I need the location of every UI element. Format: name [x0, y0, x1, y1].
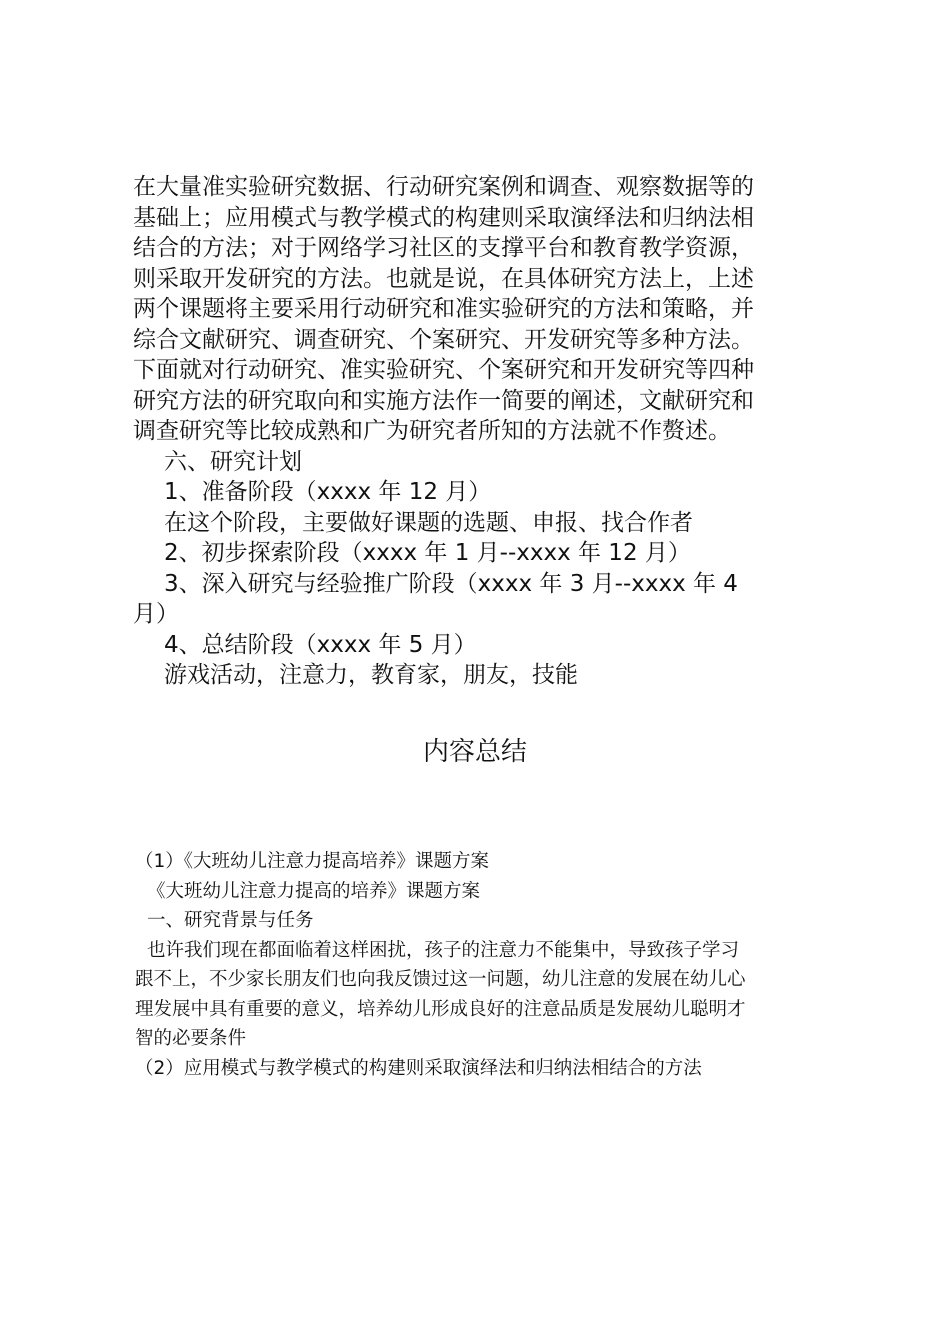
body-line: 在大量准实验研究数据、行动研究案例和调查、观察数据等的	[133, 174, 754, 200]
body-line: 基础上；应用模式与教学模式的构建则采取演绎法和归纳法相	[133, 204, 754, 231]
body-text	[133, 172, 833, 691]
body-line: 综合文献研究、调查研究、个案研究、开发研究等多种方法。	[133, 326, 754, 353]
plan-stage-1-desc: 在这个阶段，主要做好课题的选题、申报、找合作者	[164, 509, 693, 536]
summary-body	[135, 847, 825, 1083]
summary-para-line: 智的必要条件	[135, 1028, 247, 1049]
body-line: 下面就对行动研究、准实验研究、个案研究和开发研究等四种	[133, 357, 754, 383]
summary-item-1-section: 一、研究背景与任务	[147, 910, 314, 931]
body-line: 则采取开发研究的方法。也就是说，在具体研究方法上，上述	[133, 265, 754, 292]
summary-para-line: 也许我们现在都面临着这样困扰，孩子的注意力不能集中，导致孩子学习	[147, 939, 740, 961]
summary-para-line: 跟不上，不少家长朋友们也向我反馈过这一问题，幼儿注意的发展在幼儿心	[135, 969, 746, 990]
plan-stage-4: 4、总结阶段（xxxx 年 5 月）	[164, 631, 477, 658]
body-line: 研究方法的研究取向和实施方法作一简要的阐述，文献研究和	[133, 387, 754, 414]
plan-stage-1: 1、准备阶段（xxxx 年 12 月）	[164, 479, 492, 505]
body-line: 两个课题将主要采用行动研究和准实验研究的方法和策略，并	[133, 296, 754, 322]
plan-stage-3-cont: 月）	[133, 601, 179, 627]
plan-stage-2: 2、初步探索阶段（xxxx 年 1 月--xxxx 年 12 月）	[164, 540, 691, 566]
summary-item-2-label: （2）应用模式与教学模式的构建则采取演绎法和归纳法相结合的方法	[135, 1057, 702, 1079]
summary-para-line: 理发展中具有重要的意义，培养幼儿形成良好的注意品质是发展幼儿聪明才	[135, 998, 746, 1020]
summary-title: 内容总结	[422, 737, 527, 767]
plan-heading: 六、研究计划	[164, 448, 302, 475]
summary-item-1-label: （1）《大班幼儿注意力提高培养》课题方案	[135, 851, 490, 872]
summary-item-1-subtitle: 《大班幼儿注意力提高的培养》课题方案	[147, 880, 481, 902]
body-line: 调查研究等比较成熟和广为研究者所知的方法就不作赘述。	[133, 418, 731, 444]
body-line: 结合的方法；对于网络学习社区的支撑平台和教育教学资源，	[133, 235, 754, 261]
plan-stage-3: 3、深入研究与经验推广阶段（xxxx 年 3 月--xxxx 年 4	[164, 570, 738, 597]
keywords: 游戏活动，注意力，教育家，朋友，技能	[164, 662, 578, 688]
